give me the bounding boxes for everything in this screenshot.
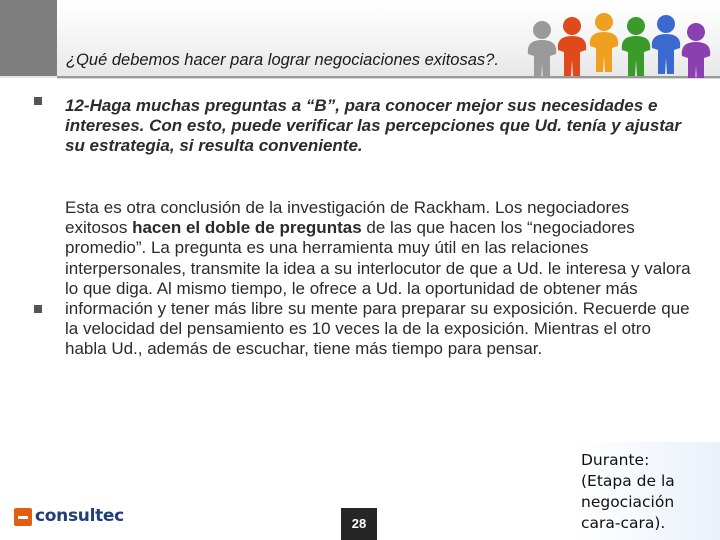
people-group-icon xyxy=(520,8,720,78)
square-bullet-icon xyxy=(34,97,42,105)
bullet-point-explanation xyxy=(65,198,695,360)
slide-title: ¿Qué debemos hacer para lograr negociaciones exitosas?. xyxy=(66,51,499,69)
explanation-bold-text: hacen el doble de preguntas xyxy=(132,218,362,238)
page-number: 28 xyxy=(341,508,377,540)
explanation-text-part1: Esta es otra conclusión de la investigación de Rackham. Los negociadores exitosos xyxy=(65,198,630,238)
bullet-point-12: 12-Haga muchas preguntas a “B”, para conocer mejor sus necesidades e intereses. Con esto, puede verificar las percepciones que Ud. tenía y ajustar su estrategia, si resulta conveniente. xyxy=(65,96,682,155)
person-figure-icon xyxy=(682,23,710,78)
stage-note: Durante: (Etapa de la negociación cara-cara). xyxy=(581,451,675,532)
person-figure-icon xyxy=(652,15,680,74)
person-figure-icon xyxy=(528,21,556,78)
person-figure-icon xyxy=(558,17,586,76)
person-figure-icon xyxy=(590,13,618,72)
explanation-text-part2: de las que hacen los “negociadores promedio”. La pregunta es una herramienta muy útil en las relaciones interpersonales, transmite la idea a su interlocutor de que a Ud. le interesa y valora lo que diga. Al mismo tiempo, le ofrece a Ud. la oportunidad de obtener más información y tener más libre su mente para preparar su exposición. Recuerde que la velocidad del pensamiento es 10 veces la de la exposición. Mientras el otro habla Ud., además de escuchar, tiene más tiempo para pensar. xyxy=(65,218,691,359)
square-bullet-icon xyxy=(34,305,42,313)
consultec-logo xyxy=(14,506,124,530)
logo-mark-icon xyxy=(14,508,32,526)
person-figure-icon xyxy=(622,17,650,76)
header-gray-block xyxy=(0,0,57,76)
header-divider-shadow xyxy=(57,78,720,79)
logo-text: consultec xyxy=(35,506,124,526)
